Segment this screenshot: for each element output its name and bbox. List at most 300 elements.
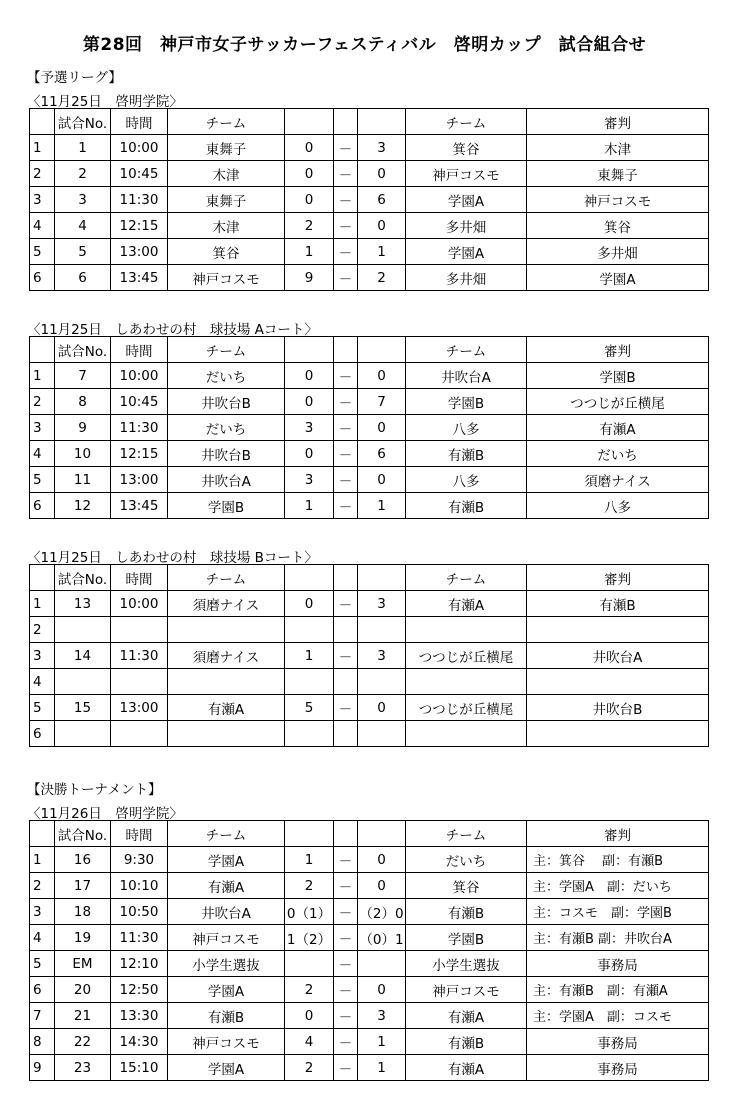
match-table xyxy=(29,108,709,291)
match-number: 19 xyxy=(55,925,111,951)
dash-header xyxy=(334,337,358,363)
score-a: 1 xyxy=(285,643,334,669)
team-b: 学園B xyxy=(406,389,527,415)
table-row xyxy=(30,669,709,695)
score-dash: － xyxy=(334,389,358,415)
team-b: 小学生選抜 xyxy=(406,951,527,977)
score-b: 6 xyxy=(358,187,406,213)
score-dash: － xyxy=(334,951,358,977)
team-a: 須磨ナイス xyxy=(168,643,285,669)
table-row xyxy=(30,899,709,925)
match-number: 18 xyxy=(55,899,111,925)
table-row xyxy=(30,873,709,899)
score-a: 2 xyxy=(285,213,334,239)
row-number: 7 xyxy=(30,1003,55,1029)
referee: 井吹台B xyxy=(527,695,709,721)
score-b xyxy=(358,951,406,977)
score-b: 0 xyxy=(358,213,406,239)
match-number: 14 xyxy=(55,643,111,669)
score-b: 0 xyxy=(358,161,406,187)
team-b: 有瀬B xyxy=(406,1029,527,1055)
match-number: 12 xyxy=(55,493,111,519)
referee-header: 審判 xyxy=(527,565,709,591)
team-b: 有瀬B xyxy=(406,441,527,467)
team-b: 有瀬A xyxy=(406,591,527,617)
referee: 主：学園A 副：コスモ xyxy=(527,1003,709,1029)
team-a: 須磨ナイス xyxy=(168,591,285,617)
score-b: 3 xyxy=(358,643,406,669)
score-a: 2 xyxy=(285,977,334,1003)
team-a: 学園A xyxy=(168,1055,285,1081)
kickoff-time: 10:45 xyxy=(111,389,168,415)
score-b: 0 xyxy=(358,363,406,389)
referee xyxy=(527,721,709,747)
table-row xyxy=(30,441,709,467)
score-dash xyxy=(334,721,358,747)
match-number: 8 xyxy=(55,389,111,415)
referee xyxy=(527,617,709,643)
score-a: 1 xyxy=(285,847,334,873)
score-b: 0 xyxy=(358,977,406,1003)
kickoff-time: 13:00 xyxy=(111,467,168,493)
row-number: 1 xyxy=(30,363,55,389)
table-row xyxy=(30,847,709,873)
score-b: 0 xyxy=(358,695,406,721)
time-header: 時間 xyxy=(111,565,168,591)
table-row xyxy=(30,721,709,747)
score-header xyxy=(285,109,334,135)
team-b: 井吹台A xyxy=(406,363,527,389)
score-dash: － xyxy=(334,363,358,389)
kickoff-time: 12:15 xyxy=(111,213,168,239)
referee xyxy=(527,669,709,695)
team-a: 有瀬A xyxy=(168,695,285,721)
score-dash: － xyxy=(334,187,358,213)
row-number: 4 xyxy=(30,925,55,951)
team-b: 有瀬B xyxy=(406,493,527,519)
kickoff-time: 12:15 xyxy=(111,441,168,467)
team-a: だいち xyxy=(168,415,285,441)
team-a: 東舞子 xyxy=(168,135,285,161)
kickoff-time: 10:45 xyxy=(111,161,168,187)
score-header xyxy=(358,565,406,591)
team-a: 木津 xyxy=(168,213,285,239)
team-b: 多井畑 xyxy=(406,213,527,239)
score-b: 1 xyxy=(358,239,406,265)
dash-header xyxy=(334,109,358,135)
header-row xyxy=(30,337,709,363)
table-row xyxy=(30,925,709,951)
match-number: 9 xyxy=(55,415,111,441)
score-a: 0（1） xyxy=(285,899,334,925)
score-dash xyxy=(334,617,358,643)
score-b: 1 xyxy=(358,1029,406,1055)
match-table xyxy=(29,820,709,1081)
referee: 木津 xyxy=(527,135,709,161)
score-header xyxy=(358,109,406,135)
header-row xyxy=(30,821,709,847)
table-row xyxy=(30,1055,709,1081)
header-row xyxy=(30,565,709,591)
row-number: 4 xyxy=(30,669,55,695)
row-number: 1 xyxy=(30,135,55,161)
table-row xyxy=(30,977,709,1003)
score-dash: － xyxy=(334,441,358,467)
row-number: 1 xyxy=(30,591,55,617)
score-b: 7 xyxy=(358,389,406,415)
row-number: 3 xyxy=(30,643,55,669)
row-number: 8 xyxy=(30,1029,55,1055)
match-number: 20 xyxy=(55,977,111,1003)
table-row xyxy=(30,265,709,291)
score-dash: － xyxy=(334,213,358,239)
score-a: 1（2） xyxy=(285,925,334,951)
match-number: 21 xyxy=(55,1003,111,1029)
time-header: 時間 xyxy=(111,109,168,135)
referee: 多井畑 xyxy=(527,239,709,265)
venue-label: 〈11月25日 しあわせの村 球技場 Aコート〉 xyxy=(27,322,318,338)
score-b: 2 xyxy=(358,265,406,291)
kickoff-time: 9:30 xyxy=(111,847,168,873)
kickoff-time: 13:00 xyxy=(111,695,168,721)
row-number: 5 xyxy=(30,467,55,493)
match-number: 2 xyxy=(55,161,111,187)
team-a xyxy=(168,669,285,695)
score-a xyxy=(285,669,334,695)
score-a: 0 xyxy=(285,591,334,617)
score-dash: － xyxy=(334,899,358,925)
dash-header xyxy=(334,565,358,591)
team-b: 有瀬A xyxy=(406,1055,527,1081)
row-header xyxy=(30,337,55,363)
score-a: 0 xyxy=(285,161,334,187)
table-row xyxy=(30,1029,709,1055)
team-a: 東舞子 xyxy=(168,187,285,213)
match-number: 16 xyxy=(55,847,111,873)
row-number: 3 xyxy=(30,899,55,925)
score-dash: － xyxy=(334,265,358,291)
score-dash: － xyxy=(334,977,358,1003)
row-number: 2 xyxy=(30,389,55,415)
match-number: 6 xyxy=(55,265,111,291)
score-a: 0 xyxy=(285,363,334,389)
score-b: 3 xyxy=(358,135,406,161)
referee: つつじが丘横尾 xyxy=(527,389,709,415)
row-header xyxy=(30,821,55,847)
row-number: 5 xyxy=(30,695,55,721)
match-no-header: 試合No. xyxy=(55,337,111,363)
referee: 事務局 xyxy=(527,1029,709,1055)
row-number: 6 xyxy=(30,493,55,519)
team-a: 井吹台B xyxy=(168,441,285,467)
team-b: 学園A xyxy=(406,187,527,213)
kickoff-time: 11:30 xyxy=(111,415,168,441)
score-dash: － xyxy=(334,695,358,721)
score-dash xyxy=(334,669,358,695)
team-header: チーム xyxy=(168,337,285,363)
header-row xyxy=(30,109,709,135)
team-b: だいち xyxy=(406,847,527,873)
score-b: 6 xyxy=(358,441,406,467)
referee: 箕谷 xyxy=(527,213,709,239)
referee: 主：学園A 副：だいち xyxy=(527,873,709,899)
score-a: 5 xyxy=(285,695,334,721)
table-row xyxy=(30,135,709,161)
team-b: 神戸コスモ xyxy=(406,161,527,187)
table-row xyxy=(30,213,709,239)
team-a: 神戸コスモ xyxy=(168,925,285,951)
team-a xyxy=(168,617,285,643)
match-number: 1 xyxy=(55,135,111,161)
row-number: 9 xyxy=(30,1055,55,1081)
row-number: 5 xyxy=(30,239,55,265)
score-b xyxy=(358,617,406,643)
match-number: 10 xyxy=(55,441,111,467)
team-b: つつじが丘横尾 xyxy=(406,643,527,669)
table-row xyxy=(30,1003,709,1029)
match-number: 11 xyxy=(55,467,111,493)
score-header xyxy=(285,565,334,591)
team-header: チーム xyxy=(168,109,285,135)
team-a: 有瀬B xyxy=(168,1003,285,1029)
table-row xyxy=(30,695,709,721)
score-dash: － xyxy=(334,239,358,265)
table-row xyxy=(30,415,709,441)
referee: 事務局 xyxy=(527,951,709,977)
score-b xyxy=(358,669,406,695)
kickoff-time: 13:45 xyxy=(111,265,168,291)
referee: 井吹台A xyxy=(527,643,709,669)
row-number: 3 xyxy=(30,187,55,213)
team2-header: チーム xyxy=(406,821,527,847)
team-header: チーム xyxy=(168,565,285,591)
score-dash: － xyxy=(334,161,358,187)
match-number: 5 xyxy=(55,239,111,265)
team-b: 神戸コスモ xyxy=(406,977,527,1003)
team-a: 神戸コスモ xyxy=(168,1029,285,1055)
team-b: つつじが丘横尾 xyxy=(406,695,527,721)
team-a xyxy=(168,721,285,747)
venue-label: 〈11月25日 しあわせの村 球技場 Bコート〉 xyxy=(27,550,318,566)
score-a: 9 xyxy=(285,265,334,291)
referee: 事務局 xyxy=(527,1055,709,1081)
team-b: 八多 xyxy=(406,415,527,441)
score-b: （0）1 xyxy=(358,925,406,951)
kickoff-time: 11:30 xyxy=(111,187,168,213)
team-a: 学園A xyxy=(168,847,285,873)
table-row xyxy=(30,643,709,669)
time-header: 時間 xyxy=(111,337,168,363)
row-number: 3 xyxy=(30,415,55,441)
team-b xyxy=(406,669,527,695)
team-a: 木津 xyxy=(168,161,285,187)
time-header: 時間 xyxy=(111,821,168,847)
row-number: 4 xyxy=(30,213,55,239)
kickoff-time xyxy=(111,617,168,643)
match-table xyxy=(29,564,709,747)
kickoff-time: 15:10 xyxy=(111,1055,168,1081)
score-a: 1 xyxy=(285,239,334,265)
table-row xyxy=(30,617,709,643)
row-number: 6 xyxy=(30,265,55,291)
score-a: 3 xyxy=(285,467,334,493)
kickoff-time: 13:30 xyxy=(111,1003,168,1029)
match-no-header: 試合No. xyxy=(55,565,111,591)
team-a: 井吹台A xyxy=(168,899,285,925)
score-dash: － xyxy=(334,847,358,873)
team-b: 箕谷 xyxy=(406,873,527,899)
referee: 東舞子 xyxy=(527,161,709,187)
kickoff-time: 13:45 xyxy=(111,493,168,519)
score-b xyxy=(358,721,406,747)
match-number xyxy=(55,669,111,695)
score-dash: － xyxy=(334,493,358,519)
score-dash: － xyxy=(334,1055,358,1081)
section-heading: 【決勝トーナメント】 xyxy=(27,782,162,798)
referee: 須磨ナイス xyxy=(527,467,709,493)
match-no-header: 試合No. xyxy=(55,821,111,847)
kickoff-time xyxy=(111,669,168,695)
table-row xyxy=(30,389,709,415)
team-b: 学園B xyxy=(406,925,527,951)
kickoff-time: 10:00 xyxy=(111,591,168,617)
table-row xyxy=(30,239,709,265)
kickoff-time xyxy=(111,721,168,747)
match-number: 3 xyxy=(55,187,111,213)
venue-label: 〈11月26日 啓明学院〉 xyxy=(27,806,183,822)
score-a xyxy=(285,617,334,643)
kickoff-time: 10:10 xyxy=(111,873,168,899)
match-number xyxy=(55,721,111,747)
section-heading: 【予選リーグ】 xyxy=(27,70,122,86)
match-table xyxy=(29,336,709,519)
score-dash: － xyxy=(334,1003,358,1029)
row-number: 1 xyxy=(30,847,55,873)
row-number: 5 xyxy=(30,951,55,977)
referee: 八多 xyxy=(527,493,709,519)
row-number: 2 xyxy=(30,617,55,643)
score-a: 0 xyxy=(285,441,334,467)
match-number: 7 xyxy=(55,363,111,389)
score-a: 4 xyxy=(285,1029,334,1055)
score-dash: － xyxy=(334,643,358,669)
kickoff-time: 14:30 xyxy=(111,1029,168,1055)
score-dash: － xyxy=(334,135,358,161)
score-dash: － xyxy=(334,873,358,899)
score-a xyxy=(285,951,334,977)
match-number: EM xyxy=(55,951,111,977)
score-b: 0 xyxy=(358,847,406,873)
table-row xyxy=(30,363,709,389)
table-row xyxy=(30,951,709,977)
kickoff-time: 12:50 xyxy=(111,977,168,1003)
team-a: 小学生選抜 xyxy=(168,951,285,977)
referee: 主：有瀬B 副：井吹台A xyxy=(527,925,709,951)
score-dash: － xyxy=(334,591,358,617)
score-dash: － xyxy=(334,1029,358,1055)
score-b: 1 xyxy=(358,493,406,519)
row-number: 6 xyxy=(30,721,55,747)
score-a: 1 xyxy=(285,493,334,519)
referee-header: 審判 xyxy=(527,109,709,135)
team2-header: チーム xyxy=(406,109,527,135)
table-row xyxy=(30,161,709,187)
score-b: 1 xyxy=(358,1055,406,1081)
page-title: 第28回 神戸市女子サッカーフェスティバル 啓明カップ 試合組合せ xyxy=(82,35,647,55)
match-number: 22 xyxy=(55,1029,111,1055)
referee: 主：有瀬B 副：有瀬A xyxy=(527,977,709,1003)
row-number: 2 xyxy=(30,873,55,899)
kickoff-time: 10:50 xyxy=(111,899,168,925)
score-a: 0 xyxy=(285,135,334,161)
kickoff-time: 11:30 xyxy=(111,643,168,669)
referee: 有瀬A xyxy=(527,415,709,441)
referee-header: 審判 xyxy=(527,337,709,363)
score-a: 2 xyxy=(285,1055,334,1081)
team-a: 有瀬A xyxy=(168,873,285,899)
match-number: 17 xyxy=(55,873,111,899)
row-number: 2 xyxy=(30,161,55,187)
referee-header: 審判 xyxy=(527,821,709,847)
referee: 学園B xyxy=(527,363,709,389)
team-a: だいち xyxy=(168,363,285,389)
team-b xyxy=(406,617,527,643)
team-a: 神戸コスモ xyxy=(168,265,285,291)
row-header xyxy=(30,565,55,591)
referee: 学園A xyxy=(527,265,709,291)
row-number: 6 xyxy=(30,977,55,1003)
venue-label: 〈11月25日 啓明学院〉 xyxy=(27,94,183,110)
team-b: 学園A xyxy=(406,239,527,265)
score-b: 3 xyxy=(358,1003,406,1029)
kickoff-time: 10:00 xyxy=(111,135,168,161)
team-a: 井吹台A xyxy=(168,467,285,493)
score-b: 3 xyxy=(358,591,406,617)
team-header: チーム xyxy=(168,821,285,847)
team-b: 多井畑 xyxy=(406,265,527,291)
row-header xyxy=(30,109,55,135)
referee: 主：箕谷 副：有瀬B xyxy=(527,847,709,873)
dash-header xyxy=(334,821,358,847)
score-b: 0 xyxy=(358,467,406,493)
table-row xyxy=(30,493,709,519)
score-header xyxy=(358,821,406,847)
score-b: （2）0 xyxy=(358,899,406,925)
score-a: 0 xyxy=(285,1003,334,1029)
kickoff-time: 11:30 xyxy=(111,925,168,951)
team-a: 学園A xyxy=(168,977,285,1003)
row-number: 4 xyxy=(30,441,55,467)
score-a xyxy=(285,721,334,747)
score-dash: － xyxy=(334,925,358,951)
team-a: 井吹台B xyxy=(168,389,285,415)
score-dash: － xyxy=(334,467,358,493)
team-b xyxy=(406,721,527,747)
table-row xyxy=(30,467,709,493)
team-b: 有瀬A xyxy=(406,1003,527,1029)
kickoff-time: 10:00 xyxy=(111,363,168,389)
kickoff-time: 13:00 xyxy=(111,239,168,265)
table-row xyxy=(30,591,709,617)
team-b: 箕谷 xyxy=(406,135,527,161)
score-header xyxy=(358,337,406,363)
score-a: 0 xyxy=(285,389,334,415)
team-b: 八多 xyxy=(406,467,527,493)
match-number: 23 xyxy=(55,1055,111,1081)
score-a: 0 xyxy=(285,187,334,213)
team2-header: チーム xyxy=(406,565,527,591)
match-number xyxy=(55,617,111,643)
